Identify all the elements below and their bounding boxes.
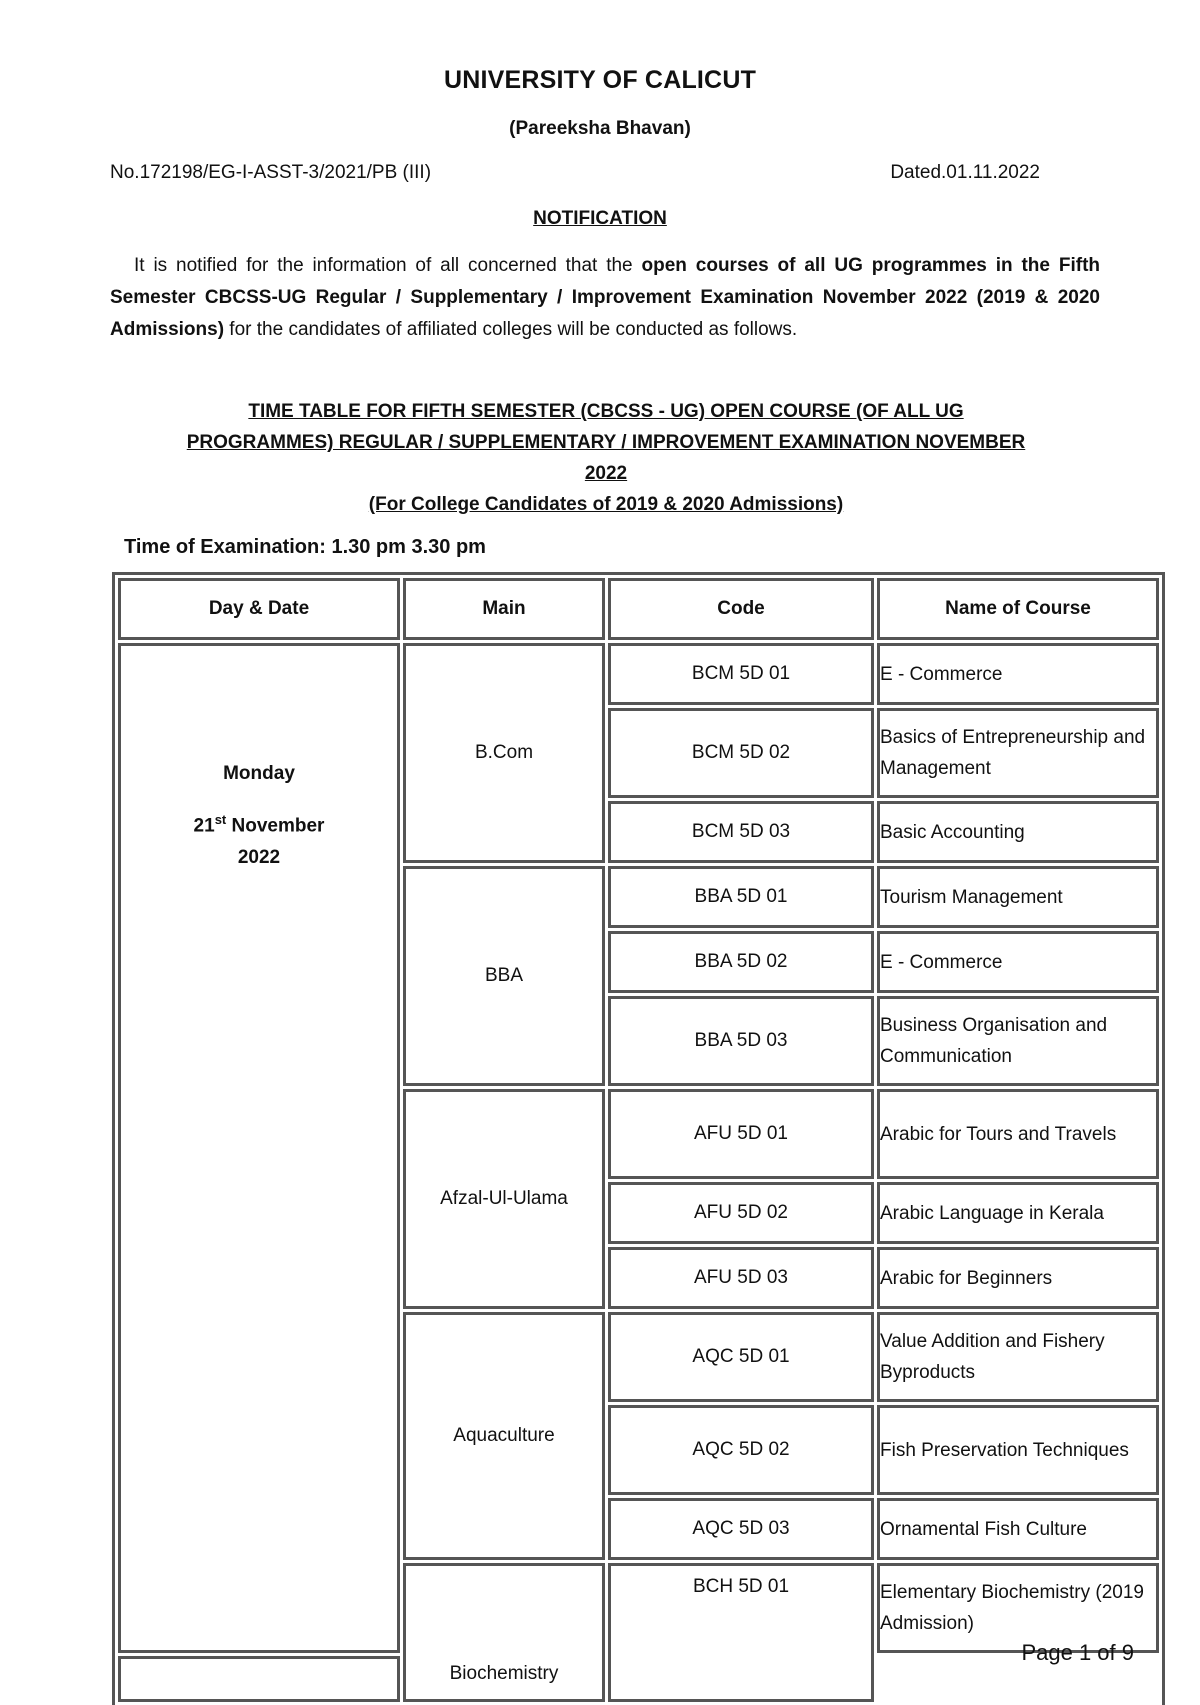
code-cell: BCM 5D 02 (608, 708, 874, 798)
course-name-cell-empty (118, 1656, 400, 1702)
course-name-cell: Elementary Biochemistry (2019 Admission) (877, 1563, 1159, 1653)
timetable-subtitle: (For College Candidates of 2019 & 2020 Admissions) (368, 494, 844, 515)
intro-lead: It is notified for the information of all concerned that the (134, 255, 642, 276)
table-row (118, 643, 1159, 705)
timetable-title-line2: PROGRAMMES) REGULAR / SUPPLEMENTARY / IMPROVEMENT EXAMINATION NOVEMBER (186, 432, 1026, 453)
course-name-cell: Basics of Entrepreneurship and Management (877, 708, 1159, 798)
course-name-cell: Tourism Management (877, 866, 1159, 928)
main-cell: Afzal-Ul-Ulama (403, 1089, 605, 1309)
exam-year: 2022 (237, 847, 281, 869)
timetable-title-line3: 2022 (584, 463, 628, 484)
course-name-cell: Fish Preservation Techniques (877, 1405, 1159, 1495)
exam-time: Time of Examination: 1.30 pm 3.30 pm (124, 536, 486, 558)
main-cell: Biochemistry (403, 1563, 605, 1702)
main-cell: BBA (403, 866, 605, 1086)
course-name-cell: Arabic for Beginners (877, 1247, 1159, 1309)
course-name-cell: Basic Accounting (877, 801, 1159, 863)
intro-paragraph (110, 250, 1100, 346)
notification-heading: NOTIFICATION (533, 208, 667, 229)
code-cell: AFU 5D 02 (608, 1182, 874, 1244)
code-cell: AFU 5D 01 (608, 1089, 874, 1179)
column-header-code: Code (608, 578, 874, 640)
intro-tail: for the candidates of affiliated colleges will be conducted as follows. (224, 319, 798, 340)
code-cell: BBA 5D 02 (608, 931, 874, 993)
course-name-cell: Ornamental Fish Culture (877, 1498, 1159, 1560)
weekday: Monday (223, 763, 295, 784)
exam-date: 21st November (193, 812, 325, 837)
timetable-title (110, 396, 1102, 520)
code-cell: BBA 5D 01 (608, 866, 874, 928)
course-name-cell: Arabic Language in Kerala (877, 1182, 1159, 1244)
university-title: UNIVERSITY OF CALICUT (443, 66, 757, 94)
timetable-title-line1: TIME TABLE FOR FIFTH SEMESTER (CBCSS - UG) OPEN COURSE (OF ALL UG (248, 401, 964, 422)
code-cell: BCM 5D 03 (608, 801, 874, 863)
code-cell: AQC 5D 03 (608, 1498, 874, 1560)
code-cell: AQC 5D 02 (608, 1405, 874, 1495)
notification-date: Dated.01.11.2022 (890, 162, 1040, 183)
main-cell: B.Com (403, 643, 605, 863)
code-cell: AFU 5D 03 (608, 1247, 874, 1309)
intro-bold: open courses of all UG programmes in the Fifth Semester CBCSS-UG Regular / Supplementary / Improvement Examination November 2022 (2019 & 2020 Admissions) (110, 255, 1101, 340)
column-header-course: Name of Course (877, 578, 1159, 640)
day-date-cell (118, 643, 400, 1653)
course-name-cell: Arabic for Tours and Travels (877, 1089, 1159, 1179)
timetable (112, 572, 1165, 1705)
course-name-cell: E - Commerce (877, 643, 1159, 705)
course-name-cell: E - Commerce (877, 931, 1159, 993)
reference-number: No.172198/EG-I-ASST-3/2021/PB (III) (110, 162, 432, 183)
column-header-main: Main (403, 578, 605, 640)
course-name-cell: Value Addition and Fishery Byproducts (877, 1312, 1159, 1402)
page-number: Page 1 of 9 (1021, 1640, 1134, 1665)
code-cell: AQC 5D 01 (608, 1312, 874, 1402)
code-cell: BCH 5D 01 (608, 1563, 874, 1702)
main-cell: Aquaculture (403, 1312, 605, 1560)
code-cell: BCM 5D 01 (608, 643, 874, 705)
office-name: (Pareeksha Bhavan) (509, 118, 691, 139)
course-name-cell: Business Organisation and Communication (877, 996, 1159, 1086)
code-cell: BBA 5D 03 (608, 996, 874, 1086)
table-header-row (118, 578, 1159, 640)
column-header-day: Day & Date (118, 578, 400, 640)
